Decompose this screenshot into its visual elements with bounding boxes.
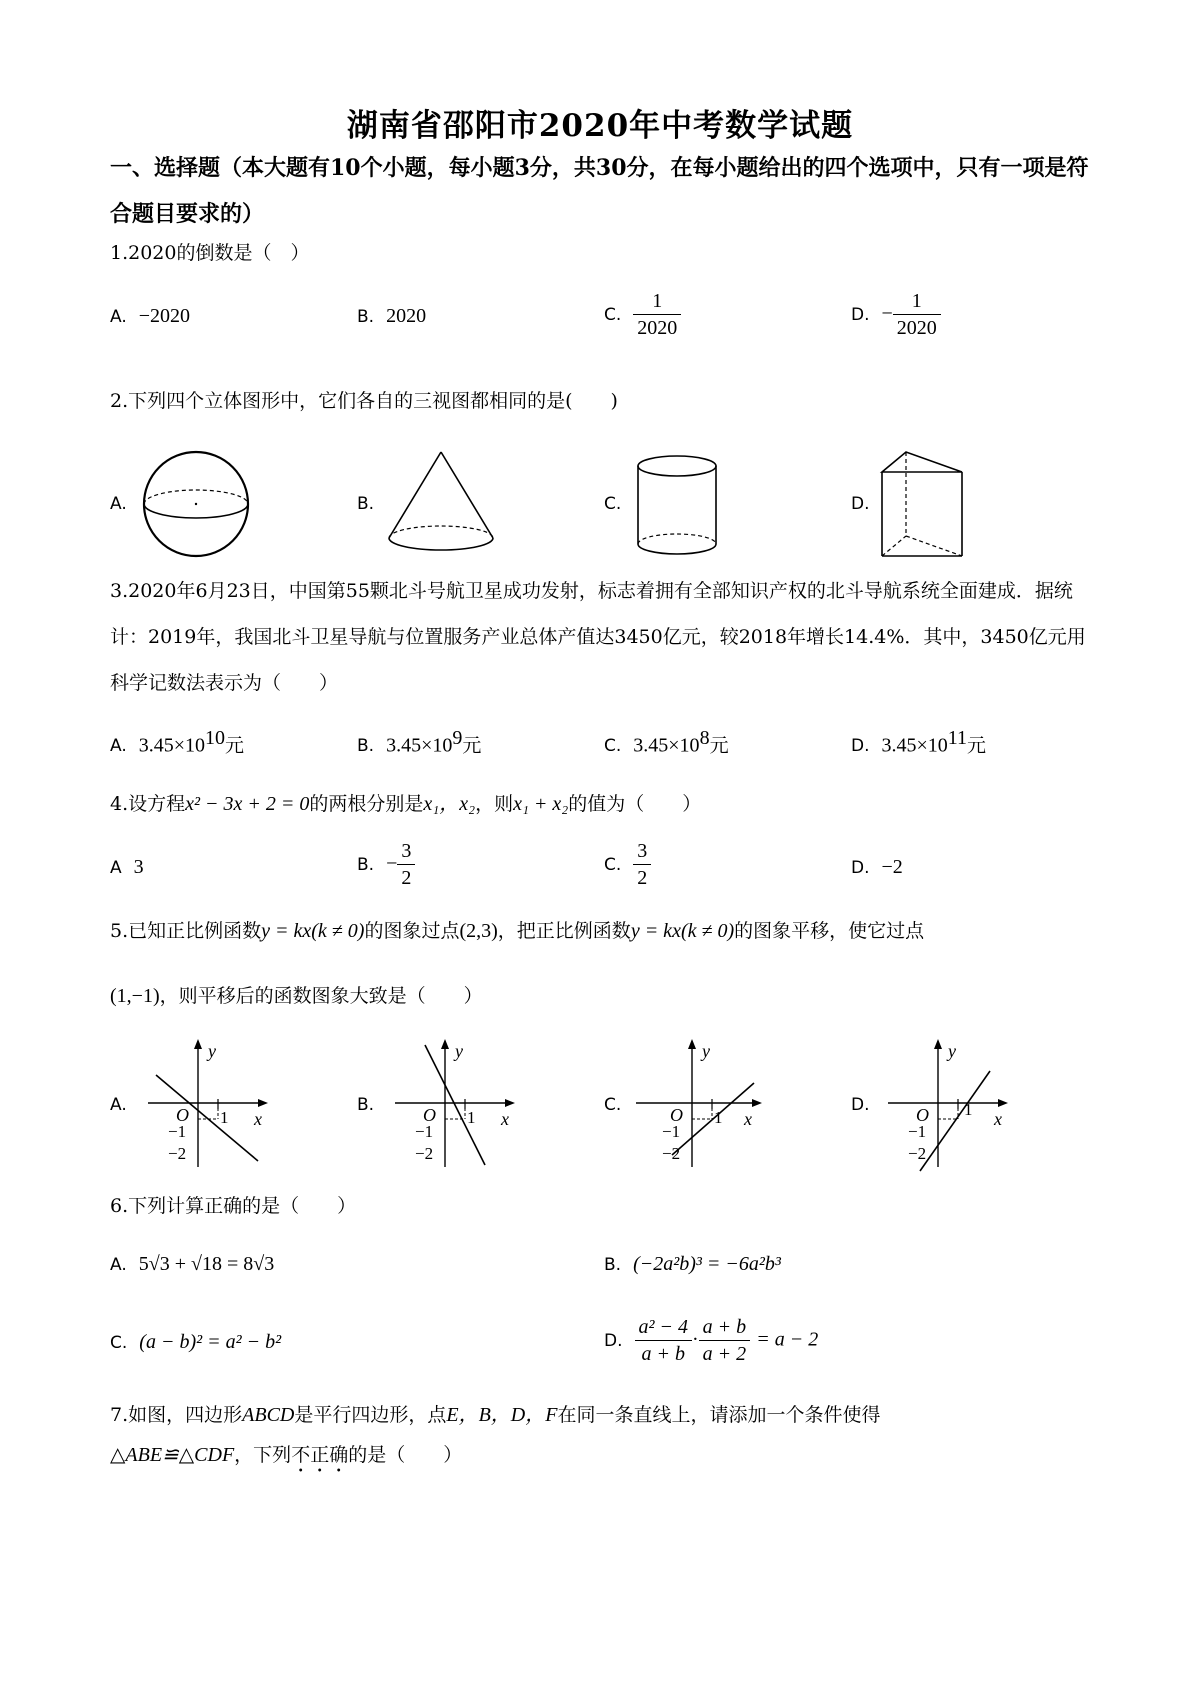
q3-option-a[interactable]: A. $3.45\times 10^{10}$元	[110, 727, 245, 757]
q3-option-d[interactable]: D. $3.45\times 10^{11}$元	[851, 727, 987, 757]
q2-option-d[interactable]: D.	[851, 494, 870, 514]
q4-option-c[interactable]: C. $\frac{3}{2}$	[604, 838, 651, 891]
q6-option-d[interactable]: D. $\frac{\text{a² − 4}}{a + b}$ · $\frac{a + b}{a + 2}$ = a − 2	[604, 1316, 819, 1365]
q2-option-a[interactable]: A.	[110, 494, 127, 514]
question-2-stem: 2.下列四个立体图形中，它们各自的三视图都相同的是( )	[110, 390, 618, 412]
fraction: $\frac{1}{2020}$	[633, 288, 681, 341]
svg-text:−2: −2	[415, 1144, 434, 1163]
svg-text:1: 1	[714, 1108, 723, 1127]
q5-option-a[interactable]: A.	[110, 1095, 127, 1115]
q1-option-c[interactable]: C. $\frac{1}{2020}$	[604, 288, 681, 341]
svg-text:−1: −1	[168, 1122, 187, 1141]
q3-option-b[interactable]: B. $3.45\times 10^9$元	[357, 727, 482, 757]
cylinder-figure	[632, 452, 722, 564]
svg-text:−1: −1	[415, 1122, 434, 1141]
svg-text:−1: −1	[908, 1122, 927, 1141]
page-title: 湖南省邵阳市2020年中考数学试题	[346, 108, 854, 144]
question-7-stem-line2: △ABE≌△CDF，下列不正确的是（ ）	[110, 1444, 463, 1466]
svg-text:y: y	[948, 1041, 956, 1061]
svg-text:−2: −2	[908, 1144, 927, 1163]
q1-option-b[interactable]: B. 2020	[357, 305, 427, 327]
q5-option-b[interactable]: B.	[357, 1095, 375, 1115]
svg-text:O: O	[423, 1105, 436, 1125]
q6-option-c[interactable]: C. (a − b)² = a² − b²	[110, 1331, 282, 1353]
svg-text:1: 1	[964, 1100, 973, 1119]
svg-text:1: 1	[467, 1108, 476, 1127]
section-heading: 一、选择题（本大题有10个小题，每小题3分，共30分，在每小题给出的四个选项中，只有一项是符合题目要求的）	[110, 155, 1089, 227]
svg-text:x: x	[994, 1109, 1002, 1129]
q4-option-a[interactable]: A 3	[110, 856, 144, 878]
svg-text:x: x	[501, 1109, 509, 1129]
q1-option-d[interactable]: D. − $\frac{1}{2020}$	[851, 288, 941, 341]
sphere-figure	[140, 448, 252, 560]
svg-text:−2: −2	[662, 1144, 681, 1163]
q5-option-d[interactable]: D.	[851, 1095, 870, 1115]
svg-text:y: y	[208, 1041, 216, 1061]
question-6-stem: 6.下列计算正确的是（ ）	[110, 1195, 357, 1217]
emphasis-text: 不正确	[291, 1444, 349, 1466]
svg-text:−2: −2	[168, 1144, 187, 1163]
graph-c	[632, 1035, 772, 1175]
fraction: $\frac{1}{2020}$	[893, 288, 941, 341]
graph-d	[878, 1035, 1018, 1175]
question-4-stem: 4.设方程x² − 3x + 2 = 0的两根分别是x₁，x₂，则x₁ + x₂的值为（ ）	[110, 793, 702, 815]
question-5-stem-line2: (1,−1)，则平移后的函数图象大致是（ ）	[110, 985, 483, 1007]
q4-option-b[interactable]: B. − $\frac{3}{2}$	[357, 838, 415, 891]
q3-option-c[interactable]: C. $3.45\times 10^8$元	[604, 727, 729, 757]
q1-option-a[interactable]: A. −2020	[110, 305, 191, 327]
graph-a	[138, 1035, 278, 1175]
q6-option-a[interactable]: A. 5√3 + √18 = 8√3	[110, 1253, 275, 1275]
svg-text:O: O	[176, 1105, 189, 1125]
question-7-stem: 7.如图，四边形ABCD是平行四边形，点E，B，D，F在同一条直线上，请添加一个条件使得	[110, 1404, 881, 1426]
svg-text:x: x	[744, 1109, 752, 1129]
question-3-stem: 3.2020年6月23日，中国第55颗北斗号航卫星成功发射，标志着拥有全部知识产权的北斗导航系统全面建成．据统计：2019年，我国北斗卫星导航与位置服务产业总体产值达3450亿元，较2018年增长14.4%．其中，3450亿元用科学记数法表示为（ ）	[110, 580, 1086, 694]
prism-figure	[878, 448, 978, 560]
svg-text:x: x	[254, 1109, 262, 1129]
svg-text:y: y	[455, 1041, 463, 1061]
svg-text:1: 1	[220, 1108, 229, 1127]
svg-text:O: O	[670, 1105, 683, 1125]
cone-figure	[385, 448, 497, 560]
q6-option-b[interactable]: B. (−2a²b)³ = −6a²b³	[604, 1253, 781, 1275]
graph-b	[385, 1035, 525, 1175]
q4-option-d[interactable]: D. −2	[851, 856, 903, 878]
svg-text:O: O	[916, 1105, 929, 1125]
question-5-stem: 5.已知正比例函数y = kx(k ≠ 0)的图象过点(2,3)，把正比例函数y = kx(k ≠ 0)的图象平移，使它过点	[110, 920, 925, 942]
q5-option-c[interactable]: C.	[604, 1095, 622, 1115]
q2-option-b[interactable]: B.	[357, 494, 375, 514]
svg-text:y: y	[702, 1041, 710, 1061]
svg-text:−1: −1	[662, 1122, 681, 1141]
question-1-stem: 1.2020的倒数是（ ）	[110, 242, 310, 264]
q2-option-c[interactable]: C.	[604, 494, 622, 514]
